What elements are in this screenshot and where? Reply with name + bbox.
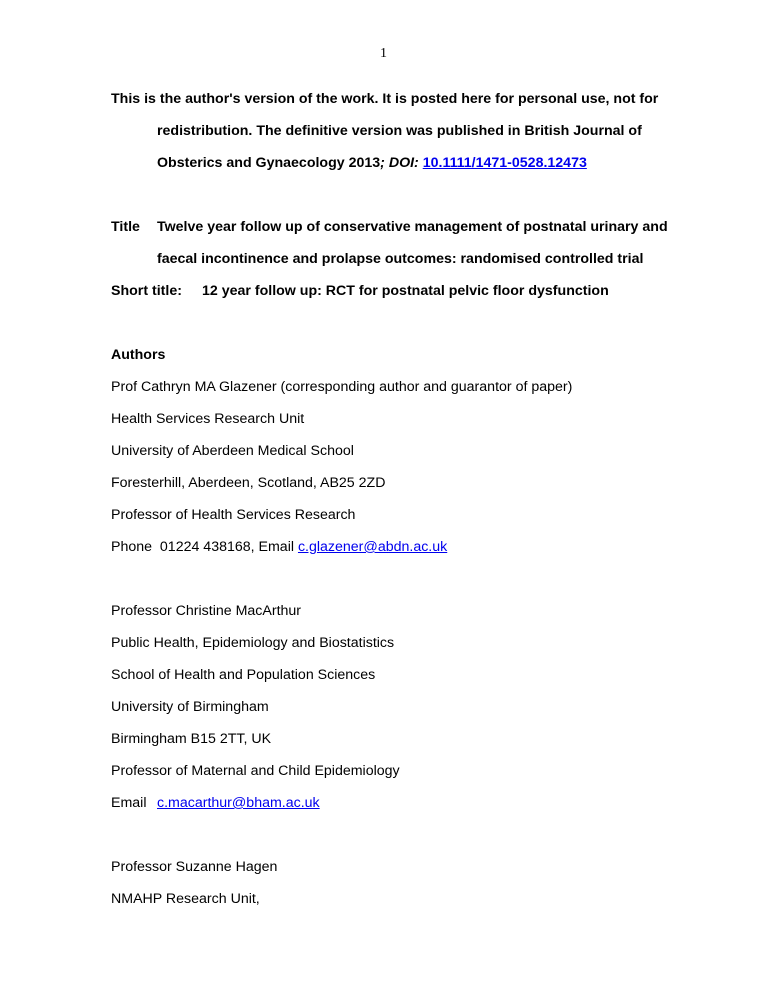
- author2-address: Birmingham B15 2TT, UK: [111, 731, 272, 747]
- author2-dept: Public Health, Epidemiology and Biostatistics: [111, 635, 395, 651]
- short-title-label: Short title:: [111, 283, 182, 299]
- title-line-1: [111, 218, 668, 236]
- notice-line-1: This is the author's version of the work. It is posted here for personal use, not for: [111, 91, 659, 107]
- author2-name: Professor Christine MacArthur: [111, 603, 302, 619]
- author1-contact-prefix: Phone 01224 438168, Email: [111, 539, 298, 555]
- author2-email-link[interactable]: c.macarthur@bham.ac.uk: [157, 795, 320, 811]
- author2-email-label: Email: [111, 795, 147, 811]
- author3-name: Professor Suzanne Hagen: [111, 859, 278, 875]
- author1-school: University of Aberdeen Medical School: [111, 443, 354, 459]
- authors-heading: Authors: [111, 347, 166, 363]
- author1-unit: Health Services Research Unit: [111, 411, 305, 427]
- author1-contact: [111, 538, 447, 556]
- title-text-1: Twelve year follow up of conservative management of postnatal urinary and: [157, 219, 668, 235]
- author1-position: Professor of Health Services Research: [111, 507, 356, 523]
- author1-name: Prof Cathryn MA Glazener (corresponding author and guarantor of paper): [111, 379, 573, 395]
- author3-unit: NMAHP Research Unit,: [111, 891, 260, 907]
- author2-school: School of Health and Population Sciences: [111, 667, 376, 683]
- author2-university: University of Birmingham: [111, 699, 269, 715]
- title-label: Title: [111, 219, 140, 235]
- notice-line-3: [157, 154, 587, 172]
- short-title-text: 12 year follow up: RCT for postnatal pelvic floor dysfunction: [202, 283, 609, 299]
- author2-position: Professor of Maternal and Child Epidemiology: [111, 763, 400, 779]
- title-line-2: faecal incontinence and prolapse outcomes: randomised controlled trial: [157, 251, 644, 267]
- author1-email-link[interactable]: c.glazener@abdn.ac.uk: [297, 539, 448, 555]
- author2-contact: [111, 794, 320, 812]
- author1-address: Foresterhill, Aberdeen, Scotland, AB25 2ZD: [111, 475, 386, 491]
- short-title: [111, 282, 609, 300]
- doi-link[interactable]: 10.1111/1471-0528.12473: [422, 155, 587, 171]
- notice-line-2: redistribution. The definitive version was published in British Journal of: [157, 123, 642, 139]
- page-number: 1: [380, 46, 387, 61]
- journal-text: Obsterics and Gynaecology 2013: [157, 155, 381, 171]
- doi-label: ; DOI:: [380, 155, 419, 171]
